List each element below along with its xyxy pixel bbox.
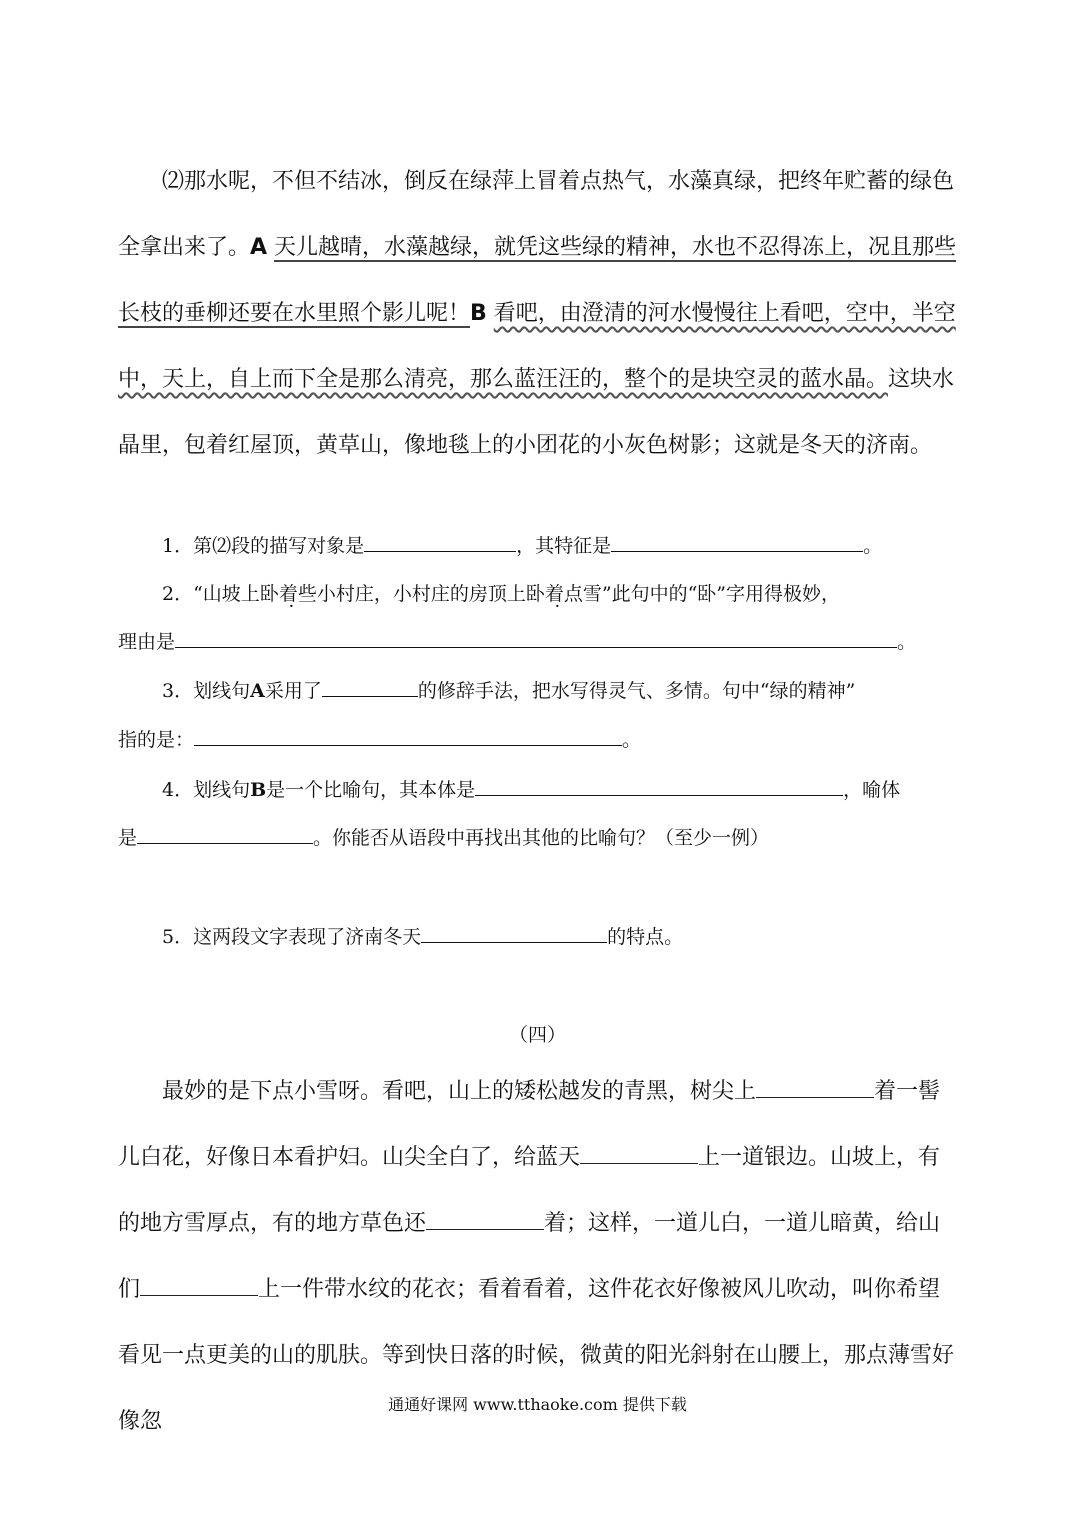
section-heading: （四） <box>508 1024 566 1046</box>
question-1 <box>118 522 958 570</box>
question-2-reason-label: 理由是 <box>118 631 176 653</box>
underlined-sentence-b: 看吧，由澄清的河水慢慢往上看吧，空中，半空中，天上，自上而下全是那么清亮，那么蓝汪汪的，整个的是块空灵的蓝水晶。 <box>118 301 956 392</box>
passage-line-1: ⑵那水呢，不但不结冰，倒反在绿萍上冒着点热气，水藻真绿，把终年贮蓄的绿色 <box>162 169 955 194</box>
section-4-text-2: 着一髻儿白花，好像日本看护妇。山尖全白了，给蓝天 <box>118 1079 941 1170</box>
answer-blank-q5-feature[interactable] <box>421 923 607 943</box>
question-1-text-2: ，其特征是 <box>516 535 612 557</box>
fill-blank-4[interactable] <box>140 1273 258 1296</box>
answer-blank-q3-meaning[interactable] <box>194 726 622 746</box>
question-5-text: 5．这两段文字表现了济南冬天 <box>162 926 422 948</box>
question-2-text-3: 着点雪”此句中的“卧”字用得极妙， <box>544 583 841 605</box>
fill-blank-1[interactable] <box>756 1075 874 1098</box>
dotted-char-2: 卧 <box>525 583 545 605</box>
section-4-text-4: 着；这样，一道儿白，一道儿暗黄，给山们 <box>118 1211 941 1302</box>
page-footer: 通通好课网 www.tthaoke.com 提供下载 <box>388 1395 687 1414</box>
question-4-text: 4．划线句 <box>162 779 251 801</box>
question-4-text-2: 是一个比喻句，其本体是 <box>266 779 476 801</box>
question-2-reason <box>118 618 958 666</box>
question-2-text: 2．“山坡上 <box>162 583 260 605</box>
question-5 <box>118 913 958 961</box>
dotted-char-1: 卧 <box>259 583 279 605</box>
answer-blank-q2-reason[interactable] <box>175 628 897 648</box>
section-4-text-5: 上一件带水纹的花衣；看着看着，这件花衣好像被风儿吹动，叫你希望看见一点更美的山的肌肤。等到快日落的时候，微黄的阳光斜射在山腰上，那点薄雪好像忽 <box>118 1277 955 1434</box>
question-3-meaning-label: 指的是： <box>118 729 195 751</box>
answer-blank-q4-vehicle[interactable] <box>137 824 313 844</box>
passage-intro: 全拿出来了。 <box>118 235 251 260</box>
question-3-meaning <box>118 716 958 764</box>
question-3 <box>118 667 958 715</box>
answer-blank-q1-feature[interactable] <box>611 532 863 552</box>
passage-paragraph <box>118 149 958 479</box>
underlined-sentence-a: 天儿越晴，水藻越绿，就凭这些绿的精神，水也不忍得冻上，况且那些长枝的垂柳还要在水里照个影儿呢！ <box>118 235 957 326</box>
question-4 <box>118 766 958 814</box>
question-2-end: 。 <box>897 631 917 653</box>
question-3-label: A <box>250 680 265 702</box>
answer-blank-q1-object[interactable] <box>364 532 516 552</box>
question-4-label: B <box>250 779 267 801</box>
question-2-text-2: 着些小村庄，小村庄的房顶上 <box>278 583 526 605</box>
passage-tail: 这块水晶里，包着红屋顶，黄草山，像地毯上的小团花的小灰色树影；这就是冬天的济南。 <box>118 367 955 458</box>
question-1-end: 。 <box>863 535 883 557</box>
section-4-text-3: 上一道银边。山坡上，有的地方雪厚点，有的地方草色还 <box>118 1145 941 1236</box>
answer-blank-q3-rhetoric[interactable] <box>322 677 418 697</box>
question-1-text: 1．第⑵段的描写对象是 <box>162 535 365 557</box>
question-3-text-3: 的修辞手法，把水写得灵气、多情。句中“绿的精神” <box>417 680 856 702</box>
question-5-end: 的特点。 <box>607 926 684 948</box>
question-4-vehicle-label: 是 <box>118 827 138 849</box>
label-b: B <box>470 301 487 326</box>
answer-blank-q4-tenor[interactable] <box>475 776 843 796</box>
question-3-end: 。 <box>622 729 642 751</box>
question-4-text-4: 。你能否从语段中再找出其他的比喻句？（至少一例） <box>313 827 770 849</box>
question-2 <box>118 570 958 618</box>
question-4-vehicle <box>118 814 958 862</box>
question-3-text-2: 采用了 <box>264 680 322 702</box>
label-a: A <box>250 235 268 260</box>
question-3-text: 3．划线句 <box>162 680 251 702</box>
fill-blank-2[interactable] <box>580 1141 698 1164</box>
fill-blank-3[interactable] <box>426 1207 544 1230</box>
question-4-text-3: ，喻体 <box>843 779 901 801</box>
section-4-text-1: 最妙的是下点小雪呀。看吧，山上的矮松越发的青黑，树尖上 <box>162 1079 757 1104</box>
